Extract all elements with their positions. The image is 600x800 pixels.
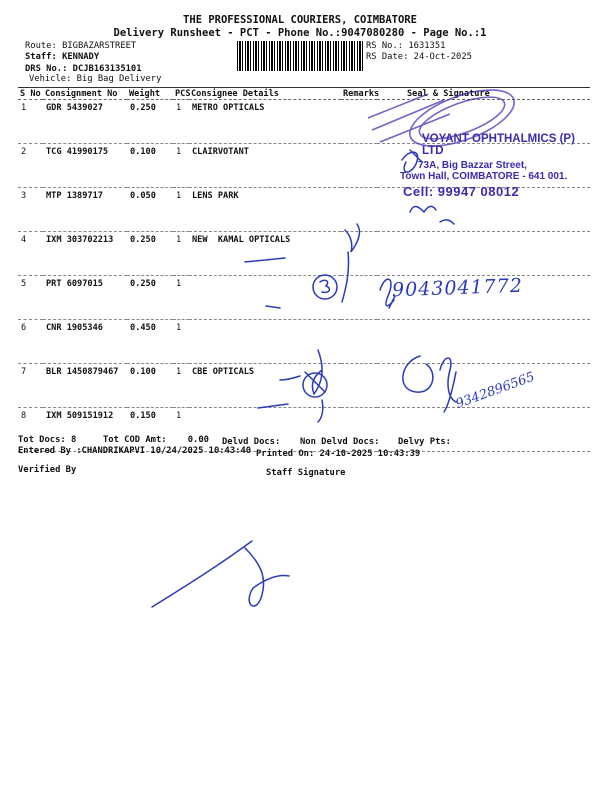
- col-remarks: Remarks: [343, 88, 380, 99]
- total-cod: Tot COD Amt: 0.00: [103, 435, 209, 445]
- verified-by: Verified By: [18, 465, 77, 475]
- col-weight: Weight: [127, 88, 173, 100]
- row-consignment: GDR 5439027: [43, 100, 127, 144]
- row-consignment: TCG 41990175: [43, 144, 127, 188]
- row-consignee: CBE OPTICALS: [189, 364, 341, 408]
- row-consignment: IXM 509151912: [43, 408, 127, 452]
- row-consignee: [189, 276, 341, 320]
- row-consignment: CNR 1905346: [43, 320, 127, 364]
- row-remarks: [341, 188, 377, 232]
- col-sno: S No: [18, 88, 43, 100]
- barcode: [237, 41, 363, 71]
- delivered-docs: Delvd Docs:: [222, 437, 281, 447]
- row-pcs: 1: [173, 408, 189, 452]
- table-header: [18, 88, 590, 100]
- row-sno: 1: [18, 100, 43, 144]
- row-sno: 7: [18, 364, 43, 408]
- row-sno: 5: [18, 276, 43, 320]
- stamp-name: VOYANT OPHTHALMICS (P) LTD: [422, 133, 575, 157]
- row-weight: 0.100: [127, 144, 173, 188]
- route-label: Route: BIGBAZARSTREET: [25, 41, 137, 51]
- row-pcs: 1: [173, 320, 189, 364]
- stamp-address-line1: 73A, Big Bazzar Street,: [418, 160, 527, 171]
- entered-by: Entered By :CHANDRIKAPVI 10/24/2025 10:43:40: [18, 446, 252, 456]
- company-stamp: [400, 133, 575, 203]
- rs-number: RS No.: 1631351: [366, 41, 446, 51]
- row-remarks: [341, 144, 377, 188]
- vehicle-label: Vehicle: Big Bag Delivery: [29, 74, 162, 84]
- row-pcs: 1: [173, 188, 189, 232]
- row-weight: 0.150: [127, 408, 173, 452]
- row-consignment: MTP 1389717: [43, 188, 127, 232]
- printed-on: Printed On: 24-10-2025 10:43:39: [256, 449, 421, 459]
- handwritten-phone-row8: 9342896565: [453, 369, 537, 412]
- row-consignment: BLR 1450879467: [43, 364, 127, 408]
- row-sno: 4: [18, 232, 43, 276]
- drs-number: DRS No.: DCJB163135101: [25, 64, 142, 74]
- runsheet-subtitle: Delivery Runsheet - PCT - Phone No.:9047080280 - Page No.:1: [113, 27, 487, 39]
- row-consignment: IXM 303702213: [43, 232, 127, 276]
- staff-label: Staff: KENNADY: [25, 52, 100, 62]
- row-signature: [377, 320, 590, 364]
- col-consignment: Consignment No: [43, 88, 127, 100]
- table-row: [18, 320, 590, 364]
- row-pcs: 1: [173, 232, 189, 276]
- row-pcs: 1: [173, 100, 189, 144]
- row-remarks: [341, 320, 377, 364]
- row-pcs: 1: [173, 144, 189, 188]
- row-consignee: NEW KAMAL OPTICALS: [189, 232, 341, 276]
- row-weight: 0.250: [127, 276, 173, 320]
- row-remarks: [341, 100, 377, 144]
- col-pcs: PCS: [175, 88, 191, 99]
- row-remarks: [341, 364, 377, 408]
- row-weight: 0.250: [127, 232, 173, 276]
- total-docs: Tot Docs: 8: [18, 435, 77, 445]
- row-weight: 0.450: [127, 320, 173, 364]
- row-weight: 0.050: [127, 188, 173, 232]
- handwritten-phone-row5: 9043041772: [391, 274, 524, 302]
- row-sno: 8: [18, 408, 43, 452]
- row-pcs: 1: [173, 276, 189, 320]
- row-consignment: PRT 6097015: [43, 276, 127, 320]
- col-seal-signature: Seal & Signature: [377, 88, 590, 100]
- non-delivered-docs: Non Delvd Docs:: [300, 437, 380, 447]
- row-remarks: [341, 232, 377, 276]
- stamp-phone: Cell: 99947 08012: [403, 184, 520, 199]
- staff-signature: Staff Signature: [266, 468, 346, 478]
- row-sno: 2: [18, 144, 43, 188]
- rs-date: RS Date: 24-Oct-2025: [366, 52, 472, 62]
- row-consignee: LENS PARK: [189, 188, 341, 232]
- row-signature: [377, 232, 590, 276]
- col-consignee: Consignee Details: [189, 88, 341, 100]
- row-consignee: CLAIRVOTANT: [189, 144, 341, 188]
- row-consignee: [189, 320, 341, 364]
- delivery-points: Delvy Pts:: [398, 437, 451, 447]
- row-pcs: 1: [173, 364, 189, 408]
- row-consignee: METRO OPTICALS: [189, 100, 341, 144]
- company-title: THE PROFESSIONAL COURIERS, COIMBATORE: [183, 14, 417, 26]
- row-sno: 6: [18, 320, 43, 364]
- row-sno: 3: [18, 188, 43, 232]
- stamp-address-line2: Town Hall, COIMBATORE - 641 001.: [400, 171, 568, 182]
- row-remarks: [341, 276, 377, 320]
- table-row: [18, 232, 590, 276]
- row-weight: 0.250: [127, 100, 173, 144]
- row-weight: 0.100: [127, 364, 173, 408]
